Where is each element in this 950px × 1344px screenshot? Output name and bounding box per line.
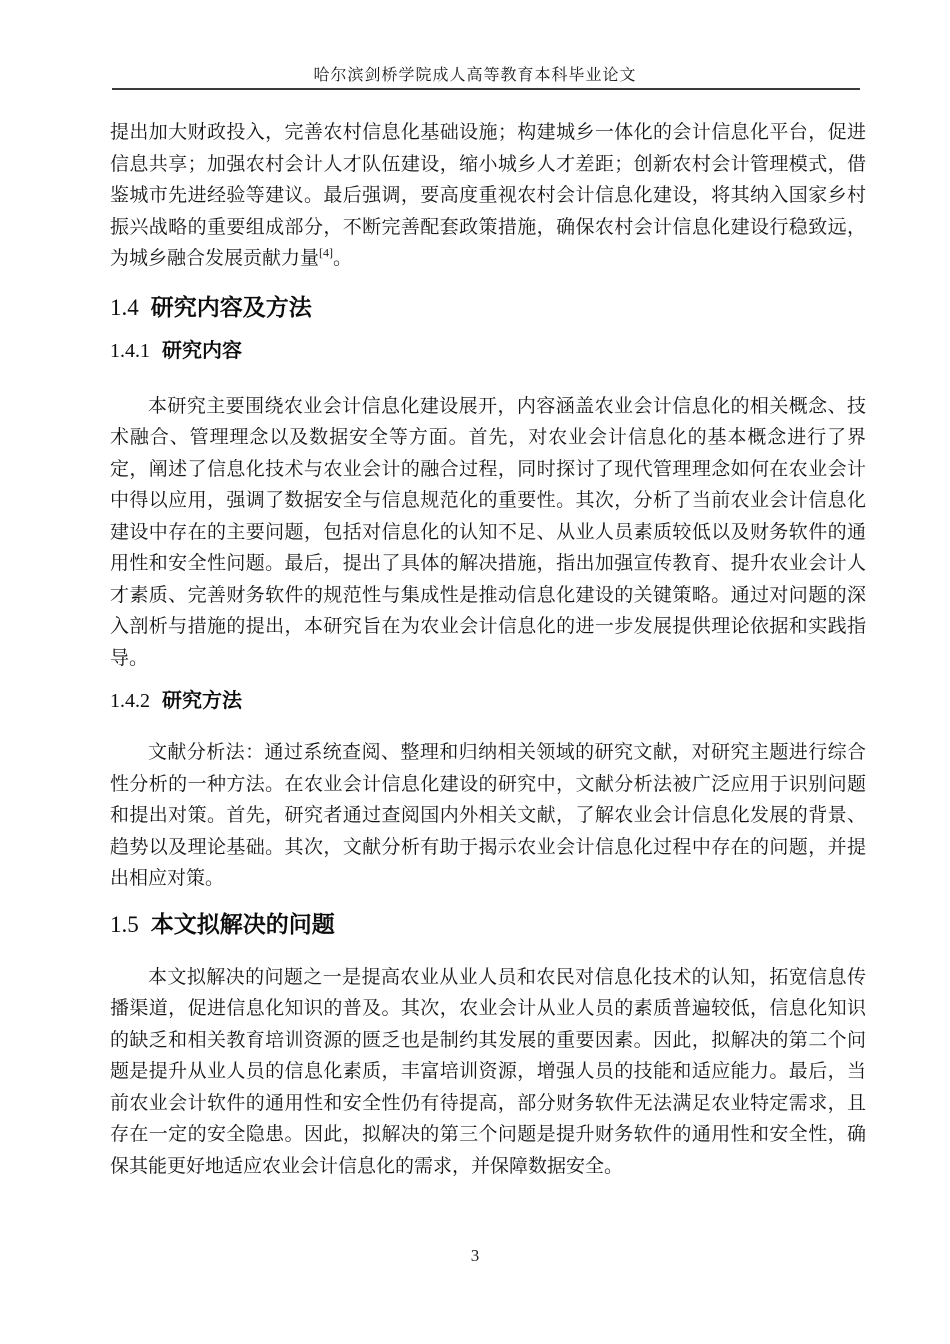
paragraph-1-4-2: 文献分析法：通过系统查阅、整理和归纳相关领域的研究文献，对研究主题进行综合性分析的一种方法。在农业会计信息化建设的研究中，文献分析法被广泛应用于识别问题和提出对策。首先，研究者通过查阅国内外相关文献，了解农业会计信息化发展的背景、趋势以及理论基础。其次，文献分析有助于揭示农业会计信息化过程中存在的问题，并提出相应对策。: [110, 742, 866, 889]
intro-paragraph-closing: 。: [333, 248, 353, 269]
heading-1-5: [110, 909, 866, 940]
citation-marker-4: [4]: [319, 245, 334, 260]
heading-1-4: [110, 292, 866, 323]
heading-1-5-title: 本文拟解决的问题: [150, 910, 335, 937]
heading-1-4-2-number: 1.4.2: [110, 690, 150, 712]
heading-1-4-1-number: 1.4.1: [110, 339, 150, 362]
heading-1-5-number: 1.5: [110, 911, 139, 937]
heading-1-4-1-title: 研究内容: [162, 339, 242, 362]
page-content: [110, 117, 866, 1182]
paragraph-1-4-1: 本研究主要围绕农业会计信息化建设展开，内容涵盖农业会计信息化的相关概念、技术融合、管理理念以及数据安全等方面。首先，对农业会计信息化的基本概念进行了界定，阐述了信息化技术与农业会计的融合过程，同时探讨了现代管理理念如何在农业会计中得以应用，强调了数据安全与信息规范化的重要性。其次，分析了当前农业会计信息化建设中存在的主要问题，包括对信息化的认知不足、从业人员素质较低以及财务软件的通用性和安全性问题。最后，提出了具体的解决措施，指出加强宣传教育、提升农业会计人才素质、完善财务软件的规范性与集成性是推动信息化建设的关键策略。通过对问题的深入剖析与措施的提出，本研究旨在为农业会计信息化的进一步发展提供理论依据和实践指导。: [110, 395, 866, 669]
running-head-title: 哈尔滨剑桥学院成人高等教育本科毕业论文: [313, 67, 637, 84]
heading-1-4-title: 研究内容及方法: [150, 293, 312, 320]
heading-1-4-1: [110, 338, 866, 365]
intro-paragraph-text: 提出加大财政投入，完善农村信息化基础设施；构建城乡一体化的会计信息化平台，促进信息共享；加强农村会计人才队伍建设，缩小城乡人才差距；创新农村会计管理模式，借鉴城市先进经验等建议。最后强调，要高度重视农村会计信息化建设，将其纳入国家乡村振兴战略的重要组成部分，不断完善配套政策措施，确保农村会计信息化建设行稳致远，为城乡融合发展贡献力量: [110, 122, 866, 269]
paragraph-1-5: 本文拟解决的问题之一是提高农业从业人员和农民对信息化技术的认知，拓宽信息传播渠道，促进信息化知识的普及。其次，农业会计从业人员的素质普遍较低，信息化知识的缺乏和相关教育培训资源的匮乏也是制约其发展的重要因素。因此，拟解决的第二个问题是提升从业人员的信息化素质，丰富培训资源，增强人员的技能和适应能力。最后，当前农业会计软件的通用性和安全性仍有待提高，部分财务软件无法满足农业特定需求，且存在一定的安全隐患。因此，拟解决的第三个问题是提升财务软件的通用性和安全性，确保其能更好地适应农业会计信息化的需求，并保障数据安全。: [110, 966, 866, 1177]
heading-1-4-2: [110, 688, 866, 715]
header-rule: [112, 88, 860, 90]
heading-1-4-number: 1.4: [110, 294, 139, 320]
intro-paragraph: [110, 117, 866, 275]
page-number: 3: [470, 1246, 480, 1265]
heading-1-4-2-title: 研究方法: [162, 690, 242, 712]
